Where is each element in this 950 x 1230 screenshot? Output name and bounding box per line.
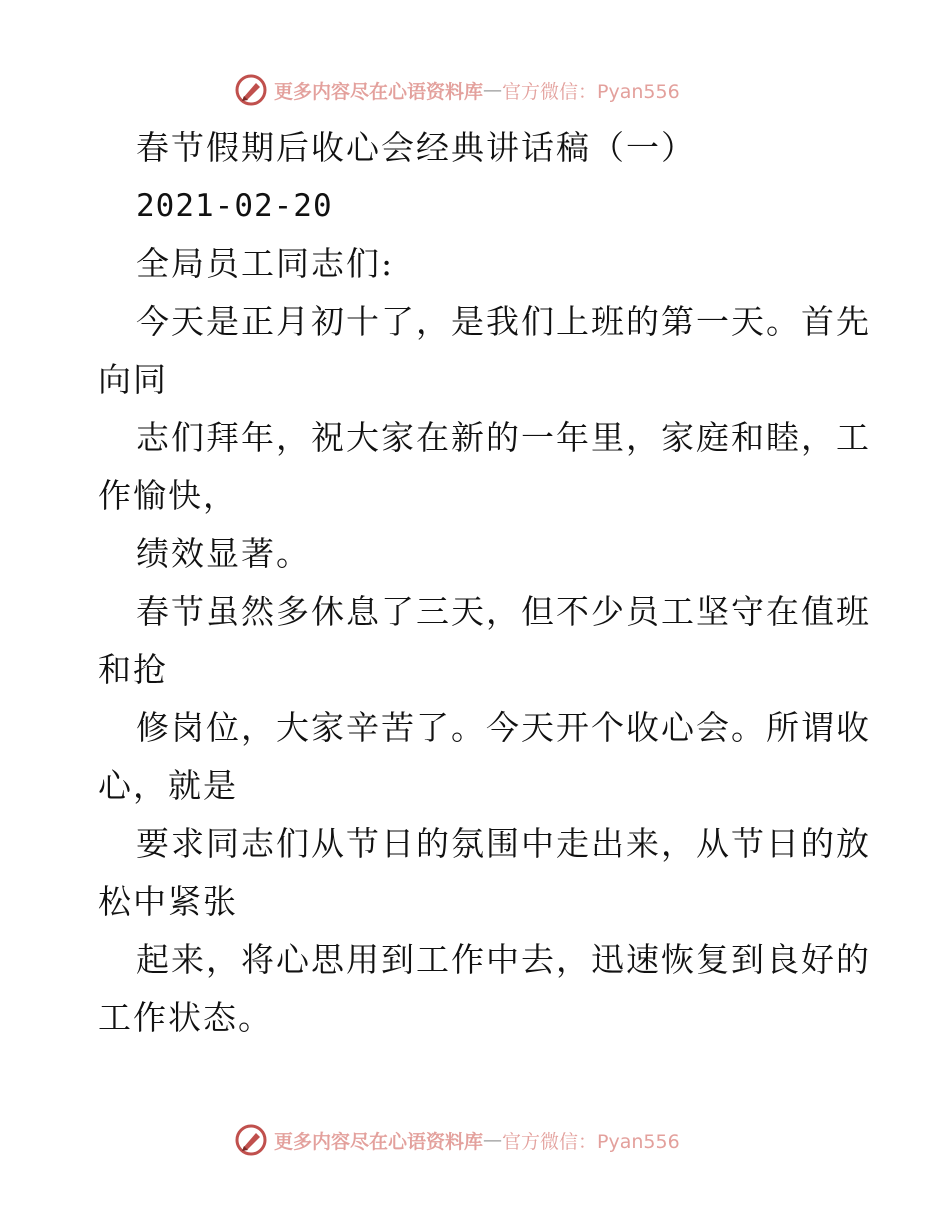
paragraph-line: 向同 bbox=[98, 360, 168, 399]
document-title: 春节假期后收心会经典讲话稿（一） bbox=[136, 128, 696, 167]
paragraph-line: 志们拜年，祝大家在新的一年里，家庭和睦，工 bbox=[136, 418, 871, 457]
pen-circle-logo-icon bbox=[234, 73, 268, 107]
banner-separator: — bbox=[483, 79, 503, 101]
banner-text: 更多内容尽在心语资料库 bbox=[274, 80, 484, 103]
pen-circle-logo-icon bbox=[234, 1123, 268, 1157]
footer-banner bbox=[234, 1122, 680, 1158]
paragraph-line: 起来，将心思用到工作中去，迅速恢复到良好的 bbox=[136, 940, 871, 979]
paragraph-line: 要求同志们从节日的氛围中走出来，从节日的放 bbox=[136, 824, 871, 863]
paragraph-line: 今天是正月初十了，是我们上班的第一天。首先 bbox=[136, 302, 871, 341]
paragraph-line: 松中紧张 bbox=[98, 882, 238, 921]
document-date: 2021-02-20 bbox=[136, 188, 333, 224]
paragraph-line: 心，就是 bbox=[98, 766, 238, 805]
banner-wechat: 官方微信：Pyan556 bbox=[502, 80, 680, 103]
paragraph-line: 作愉快， bbox=[98, 476, 238, 515]
banner-text: 更多内容尽在心语资料库 bbox=[274, 1130, 484, 1153]
paragraph-line: 修岗位，大家辛苦了。今天开个收心会。所谓收 bbox=[136, 708, 871, 747]
paragraph-line: 绩效显著。 bbox=[136, 534, 311, 573]
header-banner bbox=[234, 72, 680, 108]
paragraph-line: 春节虽然多休息了三天，但不少员工坚守在值班 bbox=[136, 592, 871, 631]
paragraph-line: 和抢 bbox=[98, 650, 168, 689]
banner-separator: — bbox=[483, 1129, 503, 1151]
paragraph-line: 工作状态。 bbox=[98, 998, 273, 1037]
banner-wechat: 官方微信：Pyan556 bbox=[502, 1130, 680, 1153]
paragraph-line: 全局员工同志们: bbox=[136, 244, 395, 283]
